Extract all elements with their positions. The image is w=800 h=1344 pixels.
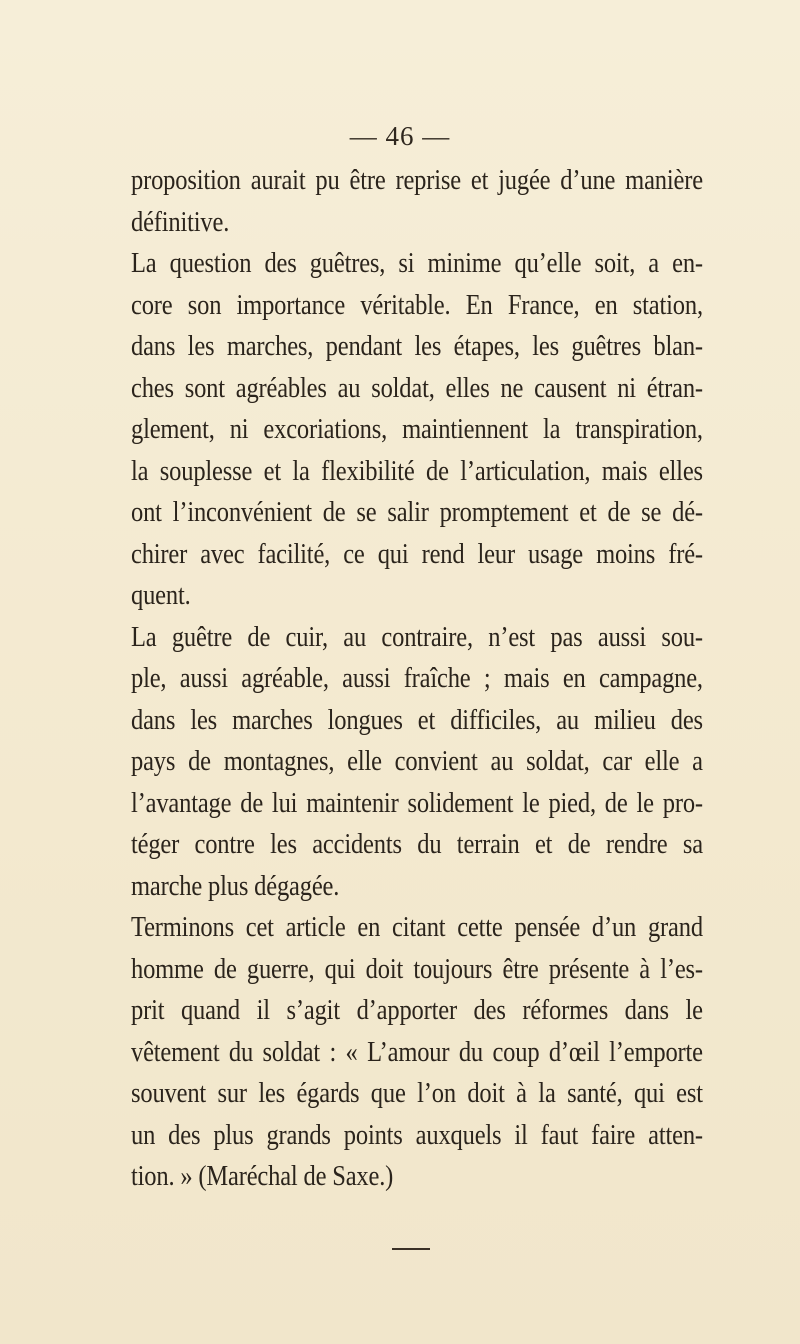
text-line: pays de montagnes, elle convient au soldat, car elle a	[131, 746, 703, 777]
text-line: quent.	[131, 580, 191, 611]
body-text	[131, 160, 703, 1198]
text-line: marche plus dégagée.	[131, 870, 340, 902]
text-line: tion. » (Maréchal de Saxe.)	[131, 1161, 394, 1192]
text-line: proposition aurait pu être reprise et jugée d’une manière	[131, 165, 703, 196]
text-line: core son importance véritable. En France, en station,	[131, 289, 703, 321]
text-line: souvent sur les égards que l’on doit à la santé, qui est	[131, 1078, 703, 1109]
text-line: La guêtre de cuir, au contraire, n’est pas aussi sou-	[131, 621, 703, 653]
text-line: La question des guêtres, si minime qu’elle soit, a en-	[131, 248, 703, 279]
text-line: téger contre les accidents du terrain et de rendre sa	[131, 829, 703, 860]
text-line: prit quand il s’agit d’apporter des réformes dans le	[131, 995, 703, 1026]
text-line: vêtement du soldat : « L’amour du coup d’œil l’emporte	[131, 1036, 703, 1068]
page-number: — 46 —	[349, 121, 451, 151]
text-line: définitive.	[131, 206, 230, 238]
text-line: la souplesse et la flexibilité de l’articulation, mais elles	[131, 455, 703, 487]
text-line: dans les marches, pendant les étapes, les guêtres blan-	[131, 331, 703, 362]
text-line: chirer avec facilité, ce qui rend leur usage moins fré-	[131, 538, 703, 570]
text-line: un des plus grands points auxquels il faut faire atten-	[131, 1119, 703, 1151]
end-rule	[392, 1248, 430, 1250]
text-line: ple, aussi agréable, aussi fraîche ; mais en campagne,	[131, 663, 703, 694]
text-line: ches sont agréables au soldat, elles ne causent ni étran-	[131, 372, 703, 404]
text-line: l’avantage de lui maintenir solidement le pied, de le pro-	[131, 787, 703, 819]
text-line: dans les marches longues et difficiles, au milieu des	[131, 704, 703, 736]
text-line: glement, ni excoriations, maintiennent la transpiration,	[131, 414, 703, 445]
text-line: homme de guerre, qui doit toujours être présente à l’es-	[131, 953, 703, 985]
text-line: ont l’inconvénient de se salir promptement et de se dé-	[131, 497, 703, 528]
text-line: Terminons cet article en citant cette pensée d’un grand	[131, 912, 703, 943]
